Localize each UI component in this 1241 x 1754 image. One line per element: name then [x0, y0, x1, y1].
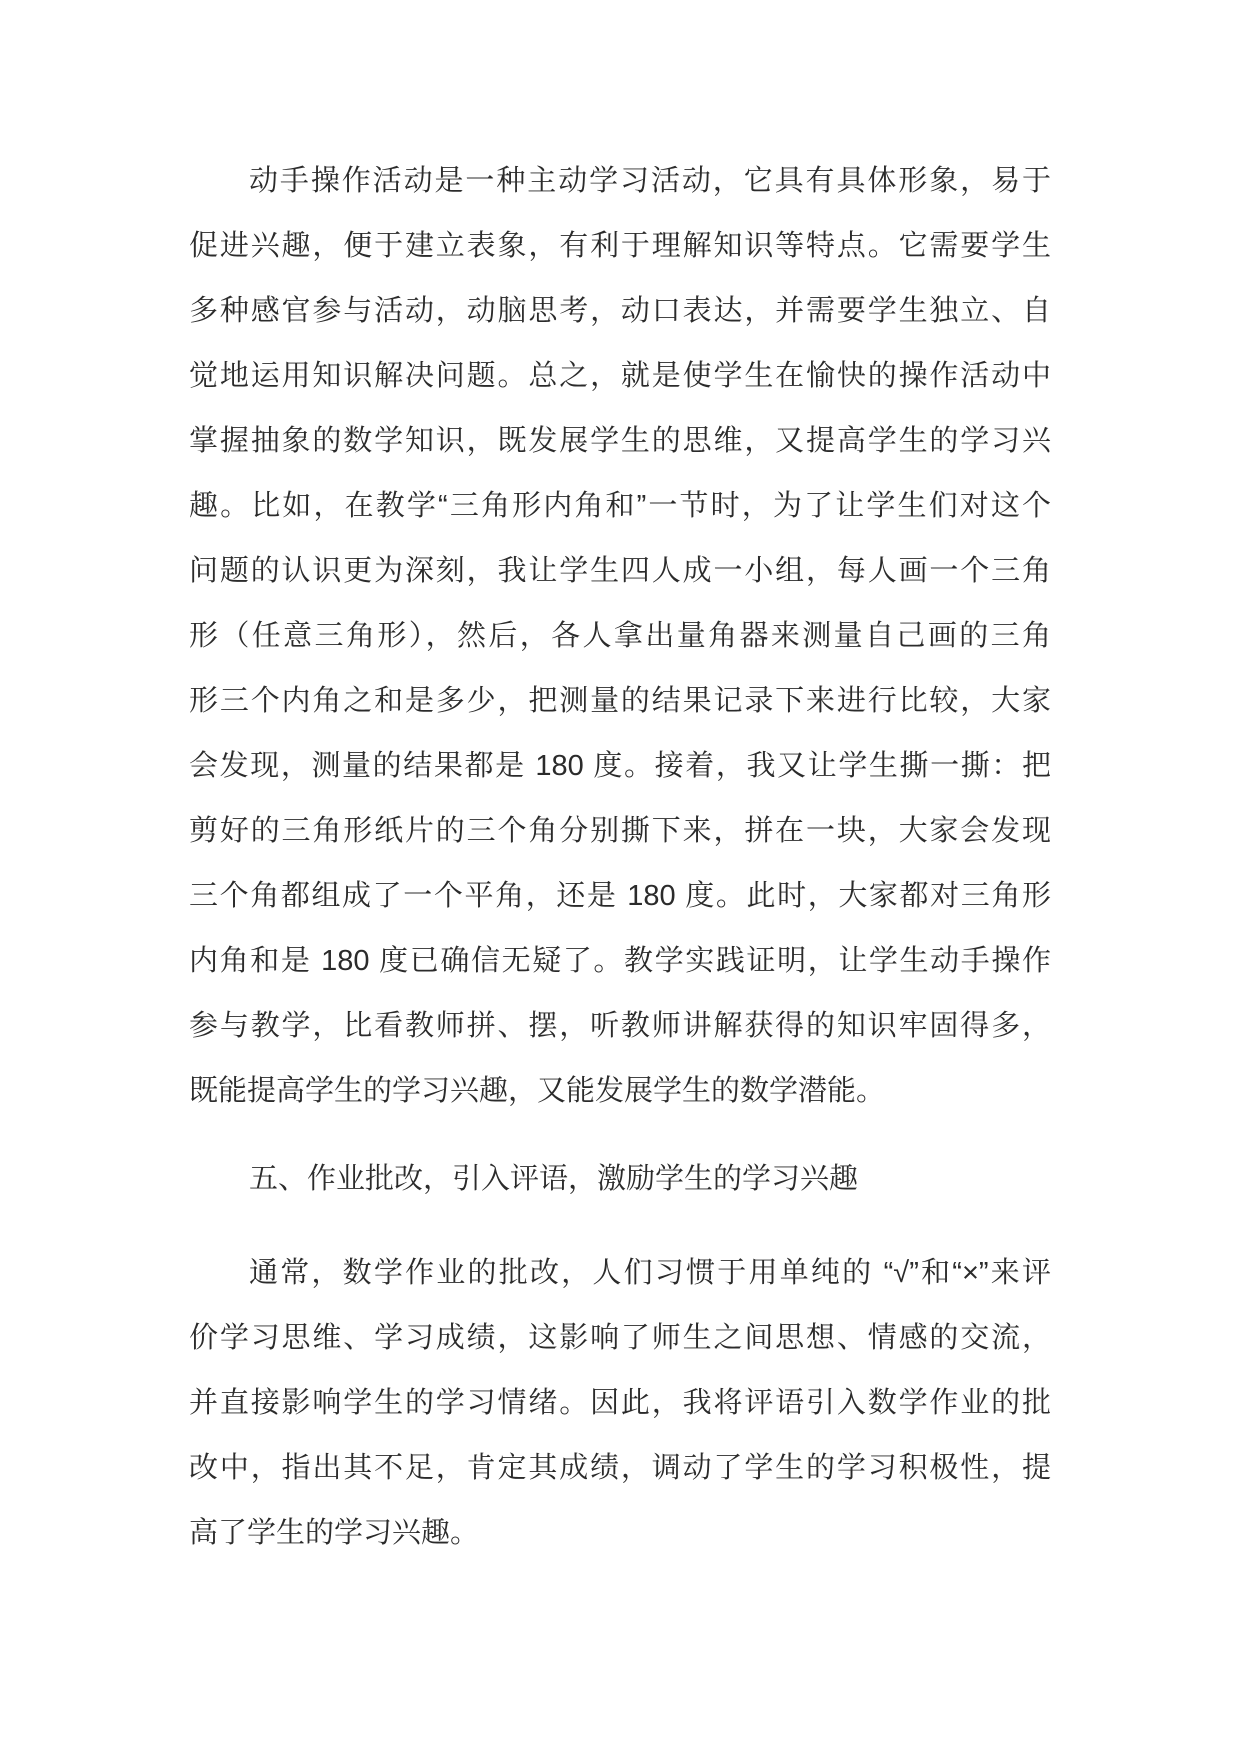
text-line: 觉地运用知识解决问题。总之，就是使学生在愉快的操作活动中 [189, 360, 1051, 392]
text-line: 掌握抽象的数学知识，既发展学生的思维，又提高学生的学习兴 [189, 425, 1051, 457]
text-line: 价学习思维、学习成绩，这影响了师生之间思想、情感的交流， [189, 1322, 1051, 1354]
text-line: 趣。比如，在教学“三角形内角和”一节时，为了让学生们对这个 [189, 490, 1051, 522]
text-line: 既能提高学生的学习兴趣，又能发展学生的数学潜能。 [189, 1075, 886, 1107]
text-line: 问题的认识更为深刻，我让学生四人成一小组，每人画一个三角 [189, 555, 1051, 587]
text-line: 改中，指出其不足，肯定其成绩，调动了学生的学习积极性，提 [189, 1452, 1051, 1484]
text-line: 并直接影响学生的学习情绪。因此，我将评语引入数学作业的批 [189, 1387, 1051, 1419]
text-line: 剪好的三角形纸片的三个角分别撕下来，拼在一块，大家会发现 [189, 815, 1051, 847]
section-heading-text: 五、作业批改，引入评语，激励学生的学习兴趣 [249, 1163, 859, 1195]
text-line: 多种感官参与活动，动脑思考，动口表达，并需要学生独立、自 [189, 295, 1051, 327]
section-heading [189, 1147, 1051, 1212]
text-line: 形（任意三角形），然后，各人拿出量角器来测量自己画的三角 [189, 620, 1051, 652]
text-line: 形三个内角之和是多少，把测量的结果记录下来进行比较，大家 [189, 685, 1051, 717]
text-line: 三个角都组成了一个平角，还是 180 度。此时，大家都对三角形 [189, 880, 1051, 912]
paragraph [189, 149, 1051, 1124]
text-line: 会发现，测量的结果都是 180 度。接着，我又让学生撕一撕：把 [189, 750, 1051, 782]
paragraph [189, 1241, 1051, 1566]
text-line: 动手操作活动是一种主动学习活动，它具有具体形象，易于 [249, 165, 1051, 197]
text-line: 促进兴趣，便于建立表象，有利于理解知识等特点。它需要学生 [189, 230, 1051, 262]
text-line: 通常，数学作业的批改，人们习惯于用单纯的 “√”和“×”来评 [249, 1257, 1051, 1289]
text-line: 内角和是 180 度已确信无疑了。教学实践证明，让学生动手操作 [189, 945, 1051, 977]
text-line: 参与教学，比看教师拼、摆，听教师讲解获得的知识牢固得多， [189, 1010, 1051, 1042]
text-line: 高了学生的学习兴趣。 [189, 1517, 480, 1549]
